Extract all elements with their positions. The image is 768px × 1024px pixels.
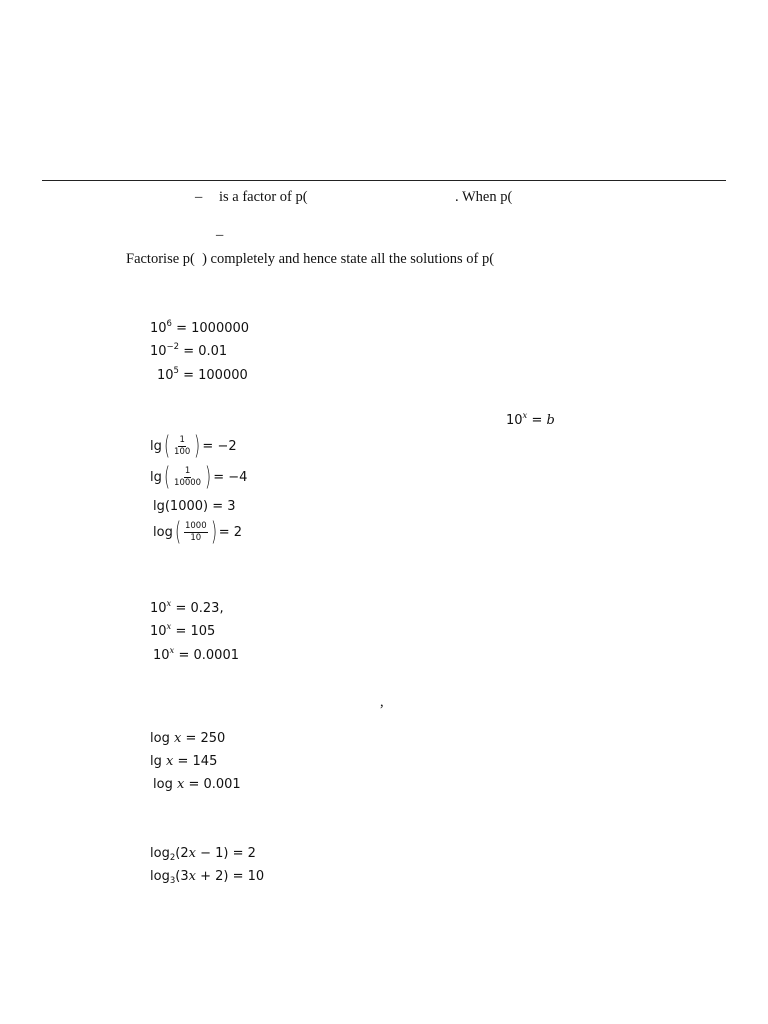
power-equation: $10^5 = 100000$ xyxy=(157,366,248,383)
power-equation: $10^{-2} = 0.01$ xyxy=(150,342,228,359)
comma-mark: , xyxy=(380,694,384,710)
definition-equation: 10$^x$ = b xyxy=(506,411,555,428)
log-solve-equation: log x = 250 xyxy=(150,731,226,746)
dash-mark: – xyxy=(195,189,203,205)
when-statement: . When p( xyxy=(455,189,513,205)
exp-equation: 10$^x$ = 105 xyxy=(150,622,216,639)
horizontal-rule xyxy=(42,180,726,181)
power-equation: $10^6 = 1000000$ xyxy=(150,319,250,336)
log-solve-equation: log x = 0.001 xyxy=(153,777,241,792)
log-solve-equation: lg x = 145 xyxy=(150,754,218,769)
exp-equation: 10$^x$ = 0.0001 xyxy=(153,646,239,663)
base-log-equation: $\log_3(3x + 2) = 10$ xyxy=(150,869,265,886)
base-log-equation: $\log_2(2x - 1) = 2$ xyxy=(150,846,256,863)
log-equation: lg ( $\frac{1}{100}$ ) = −2 xyxy=(150,431,237,461)
log-equation: lg ( $\frac{1}{10000}$ ) = −4 xyxy=(150,462,248,492)
exp-equation: 10$^x$ = 0.23, xyxy=(150,599,224,616)
log-equation: log ( $\frac{1000}{10}$ ) = 2 xyxy=(153,517,243,547)
factor-statement: is a factor of p( xyxy=(219,189,308,205)
dash-mark: – xyxy=(216,227,224,243)
factorise-instruction: Factorise p( ) completely and hence state all the solutions of p( xyxy=(126,251,495,267)
log-equation: lg(1000) = 3 xyxy=(153,499,236,514)
